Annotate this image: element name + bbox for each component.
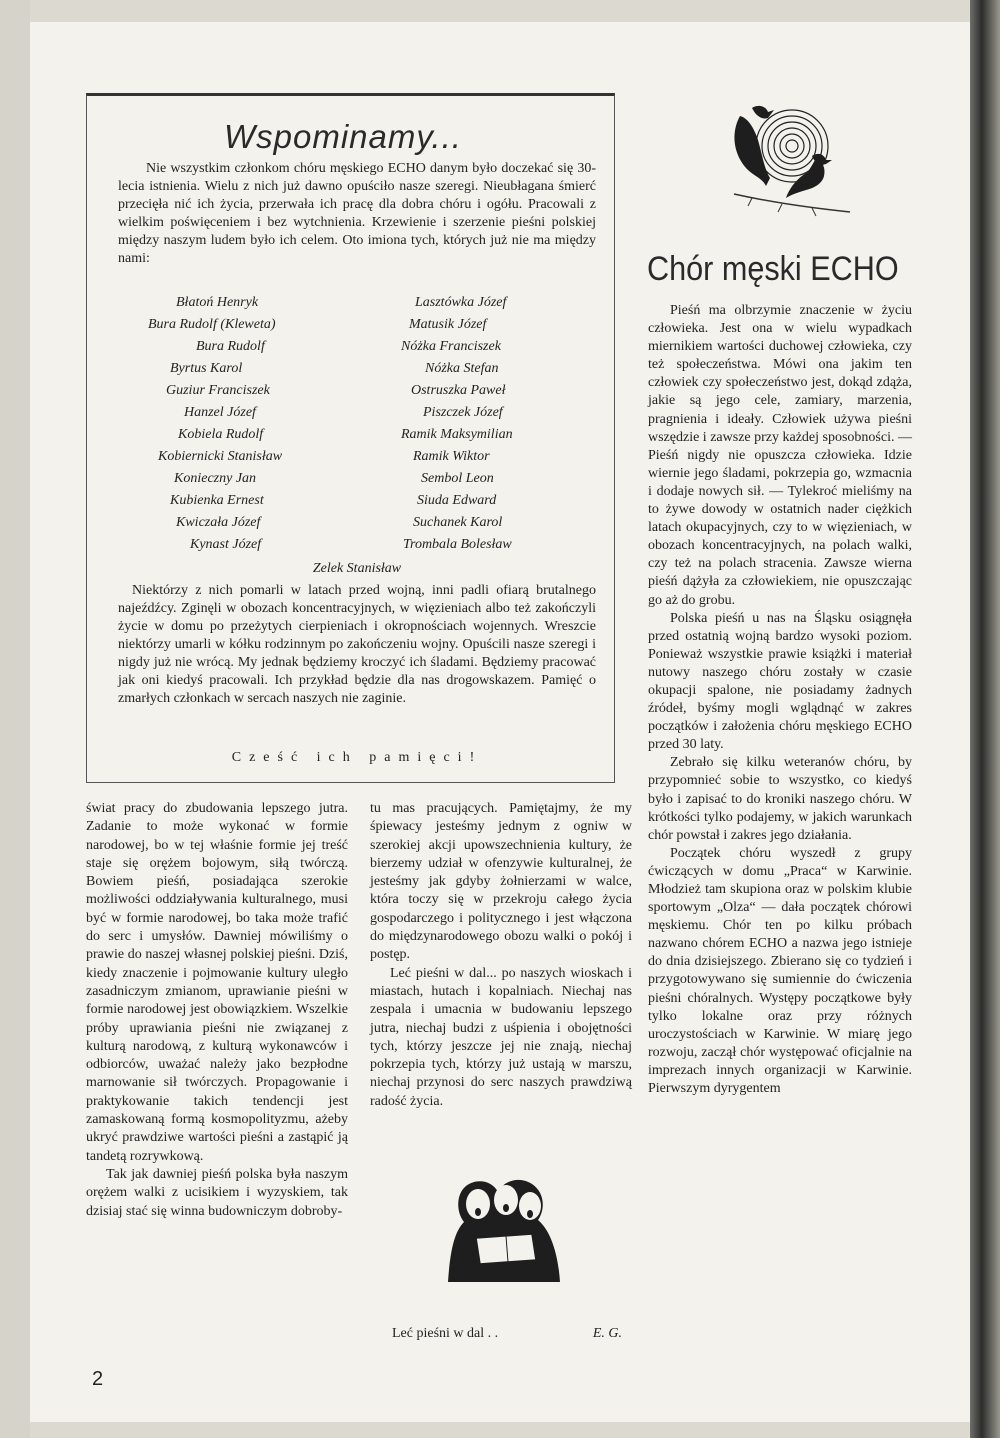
author-initials: E. G. xyxy=(592,1326,622,1341)
paragraph: Tak jak dawniej pieśń polska była naszym orężem walki z ucisikiem i wyzyskiem, tak dzisiaj stać się winna budowniczym dobroby- xyxy=(86,1166,348,1219)
name-entry: Kynast Józef xyxy=(190,537,262,552)
singers-illustration-icon xyxy=(440,1142,570,1292)
name-entry: Suchanek Karol xyxy=(413,515,503,530)
name-entry: Byrtus Karol xyxy=(170,361,243,376)
name-entry: Piszczek Józef xyxy=(423,405,503,420)
name-entry-last: Zelek Stanisław xyxy=(312,561,402,576)
bird-pair-icon xyxy=(712,94,852,224)
paragraph: Leć pieśni w dal... po naszych wioskach i miastach, hutach i kopalniach. Niechaj nas zespala i umacnia w budowaniu lepszego jutra, niechaj budzi z uśpienia i obojętności tych, którzy jeszcze jej nie znają, niechaj pokrzepia tych, którzy już ustają w marszu, niechaj przynosi do serc naszych prawdziwą radość życia. xyxy=(370,965,632,1109)
name-entry: Kobiela Rudolf xyxy=(178,427,264,442)
name-entry: Kobiernicki Stanisław xyxy=(158,449,283,464)
name-entry: Kubienka Ernest xyxy=(170,493,264,508)
bottom-left-column xyxy=(86,800,348,1221)
names-left-column xyxy=(118,292,358,556)
memorial-outro: Niektórzy z nich pomarli w latach przed wojną, inni padli ofiarą brutalnego najeźdźcy. Zginęli w obozach koncentracyjnych, w więzieniach albo też zakończyli życie w domu po przeżytych cierpieniach i okropnościach wojennych. Wreszcie niektórzy umarli w kółku rodzinnym po zakończeniu wojny. Opuścili nasze szeregi i nigdy już nie wrócą. My jednak będziemy kroczyć ich śladami. Będziemy pracować jak oni kiedyś pracowali. Ich przykład będzie dla nas drogowskazem. Pamięć o zmarłych członkach w sercach naszych nie zaginie. xyxy=(118,583,596,706)
memorial-intro: Nie wszystkim członkom chóru męskiego ECHO danym było doczekać się 30-lecia istnienia. Wielu z nich już dawno opuściło nasze szeregi. Nieubłagana śmierć przecięła nić ich życia, przerwała ich pracę dla dobra chóru i ogółu. Pracowali z wielkim poświęceniem i bez wytchnienia. Krzewienie i szerzenie pieśni polskiej między naszym ludem było ich celem. Oto imiona tych, których już nie ma między nami: xyxy=(118,161,596,266)
name-entry: Lasztówka Józef xyxy=(415,295,507,310)
bottom-middle-column xyxy=(370,800,632,1111)
paragraph: Zebrało się kilku weteranów chóru, by przypomnieć sobie to wszystko, co kiedyś było i zapisać to do kroniki naszego chóru. W krótkości tylko podajemy, w jakich warunkach chór powstał i zakres jego działania. xyxy=(648,755,912,843)
name-entry: Ramik Maksymilian xyxy=(401,427,513,442)
name-entry: Guziur Franciszek xyxy=(166,383,270,398)
name-entry: Nóżka Franciszek xyxy=(401,339,501,354)
name-entry: Hanzel Józef xyxy=(184,405,256,420)
name-entry: Siuda Edward xyxy=(417,493,497,508)
names-right-column xyxy=(363,292,603,556)
name-entry: Bura Rudolf xyxy=(196,339,265,354)
name-entry: Trombala Bolesław xyxy=(403,537,512,552)
caption-text: Leć pieśni w dal . . xyxy=(392,1326,499,1341)
paragraph: Pieśń ma olbrzymie znaczenie w życiu człowieka. Jest ona w wielu wypadkach miernikiem wartości duchowej człowieka, czy też społeczeństwa. Mówi ona jakim ten człowiek czy społeczeństwo jest, dokąd zdąża, jakie są jego cele, zamiary, marzenia, pragnienia i ideały. Człowiek używa pieśni wszędzie i zawsze przy każdej sposobności. — Pieśń nigdy nie opuszcza człowieka. Idzie wiernie jego śladami, pokrzepia go, wzmacnia i dodaje nowych sił. — Tylekroć mieliśmy na to żywe dowody w ostatnich nader ciężkich latach okupacyjnych, czy to w więzieniach, w obozach koncentracyjnych, na polach walki, czy też na polach stracenia. Zawsze wierna pieśń dążyła za człowiekiem, nie opuszczając go aż do grobu. xyxy=(648,303,912,608)
name-entry: Błatoń Henryk xyxy=(176,295,259,310)
paragraph: Początek chóru wyszedł z grupy ćwiczących w domu „Praca“ w Karwinie. Młodzież tam skupiona oraz w polskim klubie sportowym „Olza“ — dała początek chórowi męskiemu. Chór ten po kilku próbach nazwano chórem ECHO a nazwa jego istnieje do dnia dzisiejszego. Zbierano się co tydzień i przygotowywano się sumiennie do ćwiczenia pieśni chóralnych. Występy początkowe były tylko lokalne oraz przy różnych uroczystościach w Karwinie. W miarę jego rozwoju, zaczął chór występować oficjalnie na imprezach innych organizacji w Karwinie. Pierwszym dyrygentem xyxy=(648,845,912,1097)
memorial-tribute: Cześć ich pamięci! xyxy=(231,750,483,765)
name-entry: Ramik Wiktor xyxy=(413,449,490,464)
name-entry: Nóżka Stefan xyxy=(425,361,499,376)
paragraph: tu mas pracujących. Pamiętajmy, że my śpiewacy jesteśmy jednym z ogniw w szerokiej akcji upowszechnienia kultury, że bierzemy udział w ofenzywie kulturalnej, że jesteśmy jak gdyby żołnierzami w walce, która toczy się w przekroju całego życia gospodarczego i politycznego i jest włączona do międzynarodowego obozu walki o pokój i postęp. xyxy=(370,801,632,963)
name-entry: Kwiczała Józef xyxy=(176,515,261,530)
page-number: 2 xyxy=(92,1368,104,1390)
right-column-title: Chór męski ECHO xyxy=(647,250,899,288)
scan-margin xyxy=(0,0,30,1438)
paragraph: Polska pieśń u nas na Śląsku osiągnęła przed ostatnią wojną bardzo wysoki poziom. Ponieważ wszystkie prawie książki i materiał nutowy naszego chóru zostały w czasie okupacji spalone, nie posiadamy żadnych źródeł, byśmy mogli wglądnąć w zakres początków i założenia chóru męskiego ECHO przed 30 laty. xyxy=(648,610,912,753)
name-entry: Bura Rudolf (Kleweta) xyxy=(148,317,276,332)
name-entry: Matusik Józef xyxy=(409,317,487,332)
right-column-text xyxy=(648,302,912,1098)
memorial-title: Wspominamy... xyxy=(224,118,462,155)
name-entry: Ostruszka Paweł xyxy=(411,383,506,398)
name-entry: Konieczny Jan xyxy=(174,471,257,486)
binding-edge xyxy=(970,0,1000,1438)
name-entry: Sembol Leon xyxy=(421,471,494,486)
paragraph: świat pracy do zbudowania lepszego jutra. Zadanie to może wykonać w formie narodowej, bo w tej właśnie formie jej treść staje się orężem bojowym, siłą twórczą. Bowiem pieśń, posiadająca szerokie możliwości oddziaływania kulturalnego, musi być w formie narodowej, bo taka może trafić do serc i umysłów. Dawniej mówiliśmy o prawie do naszej własnej polskiej pieśni. Dziś, kiedy znaczenie i pojmowanie kultury uległo zasadniczym zmianom, uprawianie pieśni w formie narodowej jest obowiązkiem. Wszelkie próby uprawiania pieśni nie związanej z kulturą narodową, z kulturą wykonawców i odbiorców, uważać należy jako bezpłodne marnowanie sił twórczych. Propagowanie i praktykowanie takich tendencji jest zamaskowaną formą kosmopolityzmu, ażeby ukryć prawdziwe wartości pieśni a zastąpić ją tandetą rozrywkową. xyxy=(86,801,348,1164)
